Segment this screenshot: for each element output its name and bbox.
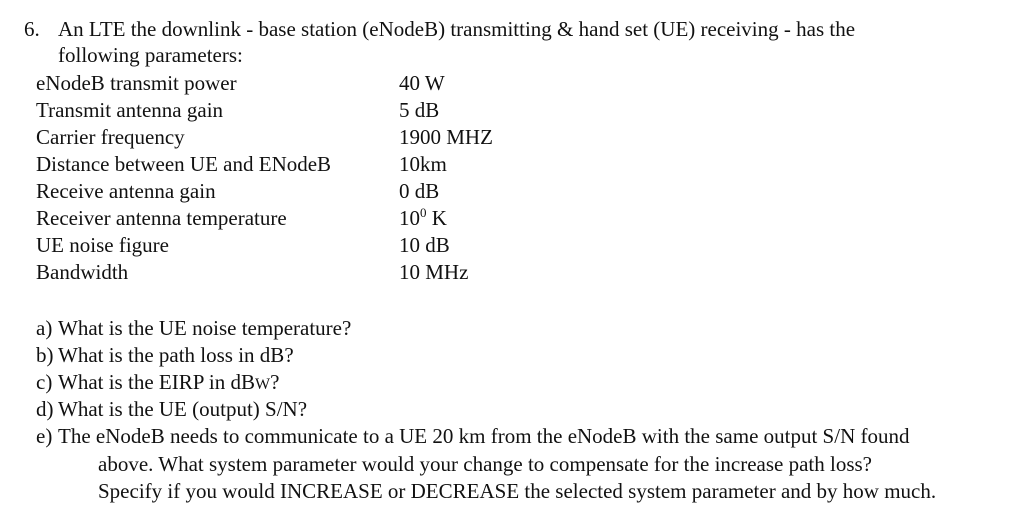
question-text-line2: following parameters: (58, 43, 243, 67)
param-value: 1900 MHZ (399, 125, 493, 149)
question-number: 6. (24, 17, 40, 41)
subquestion-label: b) (36, 343, 54, 367)
subquestion-text (58, 369, 279, 398)
param-value: 10km (399, 152, 447, 176)
param-label: Bandwidth (36, 260, 129, 284)
temperature-unit: K (426, 206, 447, 230)
temperature-base: 10 (399, 206, 420, 230)
subquestion-text: What is the UE (output) S/N? (58, 397, 308, 421)
param-label: Receive antenna gain (36, 179, 216, 203)
question-text-line1: An LTE the downlink - base station (eNodeB) transmitting & hand set (UE) receiving - has the (58, 17, 856, 41)
subquestion-label: c) (36, 370, 53, 394)
subquestion-label: d) (36, 397, 54, 421)
param-value: 10 dB (399, 233, 450, 257)
subquestion-text: What is the UE noise temperature? (58, 316, 352, 340)
subquestion-text-line3: Specify if you would INCREASE or DECREASE the selected system parameter and by how much. (98, 479, 937, 503)
param-value: 10 MHz (399, 260, 469, 284)
temperature-exponent: 0 (420, 205, 427, 220)
param-value: 40 W (399, 71, 445, 95)
subquestion-text-line1: The eNodeB needs to communicate to a UE 20 km from the eNodeB with the same output S/N found (58, 424, 910, 448)
param-label: Carrier frequency (36, 125, 185, 149)
subquestion-text: What is the path loss in dB? (58, 343, 294, 367)
param-value: 0 dB (399, 179, 440, 203)
subquestion-text-pre: What is the EIRP in dB (58, 370, 255, 394)
param-value-temperature (399, 205, 447, 231)
subquestion-text-post: ? (270, 370, 280, 394)
subquestion-text-small: W (254, 376, 271, 393)
subquestion-text-line2: above. What system parameter would your change to compensate for the increase path loss? (98, 452, 873, 476)
subquestion-label: e) (36, 424, 53, 448)
param-label: Distance between UE and ENodeB (36, 152, 332, 176)
param-label: eNodeB transmit power (36, 71, 237, 95)
param-label: Transmit antenna gain (36, 98, 224, 122)
param-label: Receiver antenna temperature (36, 206, 287, 230)
param-label: UE noise figure (36, 233, 169, 257)
subquestion-label: a) (36, 316, 53, 340)
param-value: 5 dB (399, 98, 440, 122)
